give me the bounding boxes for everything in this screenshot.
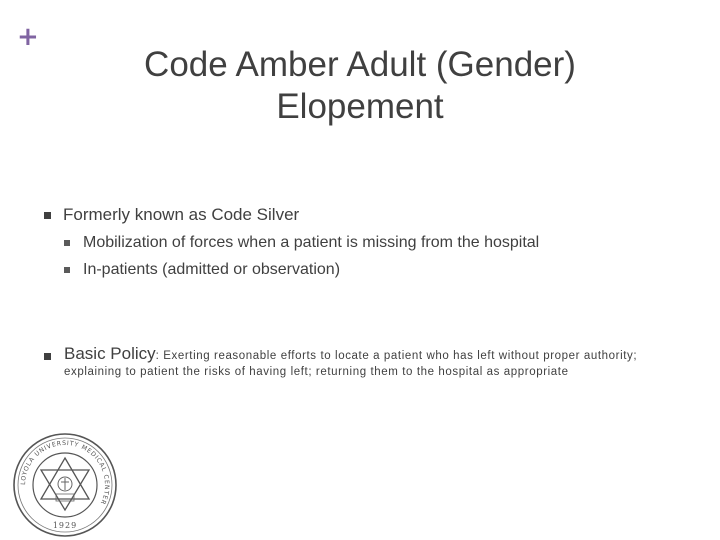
- bullet-square-icon: [64, 267, 70, 273]
- basic-policy: [64, 344, 704, 378]
- sub-bullet-mobilization: [64, 233, 539, 253]
- seal-year: 1929: [52, 521, 78, 530]
- policy-description-line-1: : Exerting reasonable efforts to locate a patient who has left without proper authority;: [155, 350, 638, 362]
- bullet-basic-policy-marker: [44, 346, 51, 360]
- bullet-square-icon: [44, 212, 51, 219]
- sub-bullet-inpatients: [64, 260, 340, 280]
- title-line-2: Elopement: [276, 87, 444, 126]
- bullet-formerly-known: [44, 205, 299, 225]
- sub-bullet-text: In-patients (admitted or observation): [83, 261, 341, 278]
- seal-ring-text: LOYOLA UNIVERSITY MEDICAL CENTER: [19, 439, 111, 506]
- bullet-text: Formerly known as Code Silver: [63, 205, 300, 224]
- bullet-square-icon: [44, 353, 51, 360]
- title-line-1: Code Amber Adult (Gender): [144, 45, 576, 84]
- university-seal-logo: [12, 432, 118, 538]
- policy-description-line-2: explaining to patient the risks of having left; returning them to the hospital as appropriate: [64, 366, 569, 378]
- sub-bullet-text: Mobilization of forces when a patient is missing from the hospital: [83, 234, 540, 251]
- policy-heading: Basic Policy: [64, 344, 156, 363]
- slide-title: [110, 44, 610, 128]
- plus-mark: +: [17, 22, 39, 52]
- bullet-square-icon: [64, 240, 70, 246]
